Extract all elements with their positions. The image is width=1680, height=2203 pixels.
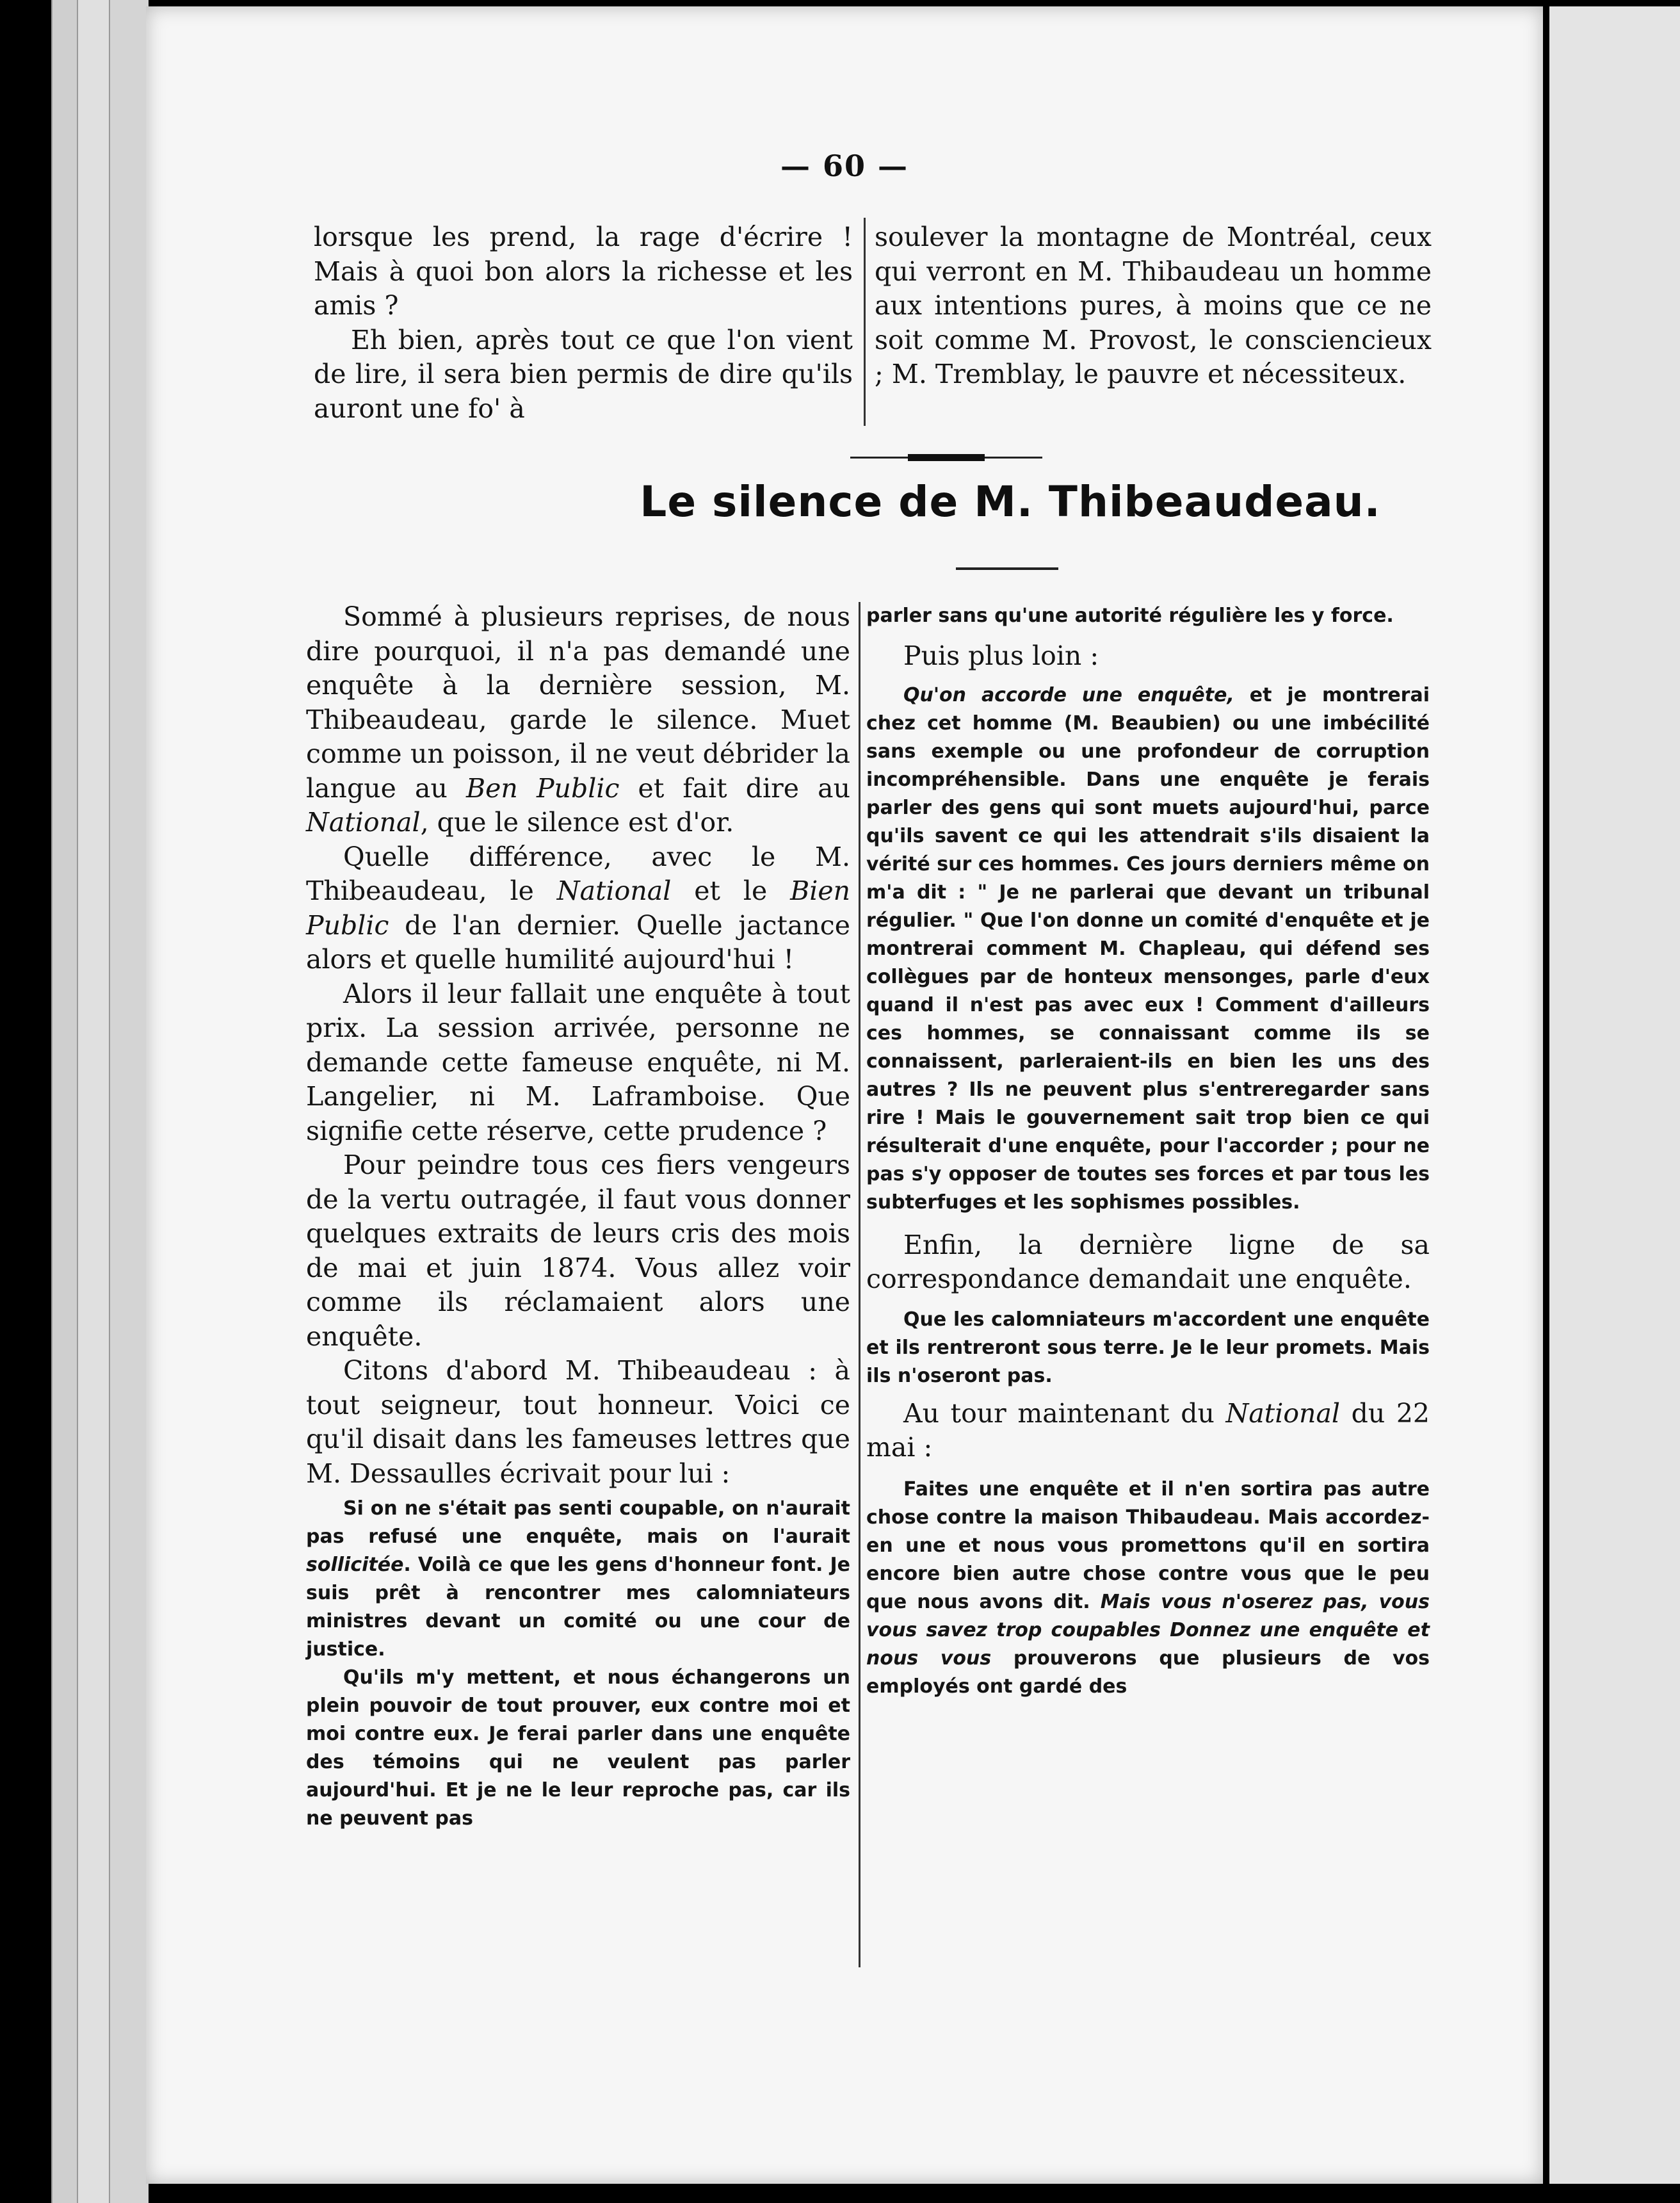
right-paragraph-1: Puis plus loin : <box>903 640 1099 671</box>
right-quote-2 <box>866 681 1430 1217</box>
right-paragraph-2: Enfin, la dernière ligne de sa correspondance demandait une enquête. <box>866 1229 1430 1294</box>
article-title: Le silence de M. Thibeaudeau. <box>640 477 1381 526</box>
left-quote-1: Si on ne s'était pas senti coupable, on n'aurait pas refusé une enquête, mais on l'aurait sollicitée. Voilà ce que les gens d'honneur font. Je suis prêt à rencontrer mes calomniateurs ministres devant un comité ou une cour de justice. <box>306 1497 850 1661</box>
left-paragraph-1: Sommé à plusieurs reprises, de nous dire pourquoi, il n'a pas demandé une enquête à la dernière session, M. Thibeaudeau, garde le silence. Muet comme un poisson, il ne veut débrider la langue au Ben Public et fait dire au National, que le silence est d'or. <box>306 601 851 838</box>
right-quote-4 <box>866 1475 1430 1701</box>
top-left-paragraph-1: lorsque les prend, la rage d'écrire ! Mais à quoi bon alors la richesse et les amis ? <box>314 222 853 321</box>
right-quote-4-b: prouverons que plusieurs de vos employés ont gardé des <box>866 1646 1430 1698</box>
book-page <box>146 6 1543 2184</box>
left-paragraph-5: Citons d'abord M. Thibeaudeau : à tout seigneur, tout honneur. Voici ce qu'il disait dans les fameuses lettres que M. Dessaulles écrivait pour lui : <box>306 1355 850 1489</box>
title-ornament-top <box>850 453 1042 463</box>
right-paragraph-3 <box>866 1397 1430 1465</box>
right-quote-4-em: Mais vous n'oserez pas, vous vous savez trop coupables Donnez une enquête et nous vous <box>866 1590 1430 1670</box>
top-left-paragraph-2: Eh bien, après tout ce que l'on vient de lire, il sera bien permis de dire qu'ils auront une fo' à <box>314 324 853 424</box>
facing-page-edge <box>1549 6 1680 2184</box>
left-column <box>306 600 850 1833</box>
top-right-paragraph: soulever la montagne de Montréal, ceux qui verront en M. Thibaudeau un homme aux intentions pures, à moins que ce ne soit comme M. Provost, le consciencieux ; M. Tremblay, le pauvre et nécessiteux. <box>875 222 1432 389</box>
title-ornament-bottom <box>956 567 1058 570</box>
right-quote-2-em: Qu'on accorde une enquête, <box>903 683 1234 706</box>
top-left-column <box>314 220 853 426</box>
page-number: — 60 — <box>780 149 909 183</box>
left-paragraph-2: Quelle différence, avec le M. Thibeaudeau, le National et le Bien Public de l'an dernier. Quelle jactance alors et quelle humilité aujourd'hui ! <box>306 841 851 975</box>
page-stack-edge <box>109 0 149 2203</box>
top-right-column <box>875 220 1432 392</box>
right-paragraph-3-em: National <box>1225 1397 1341 1429</box>
left-paragraph-3: Alors il leur fallait une enquête à tout prix. La session arrivée, personne ne demande cette fameuse enquête, ni M. Langelier, ni M. Laframboise. Que signifie cette réserve, cette prudence ? <box>306 978 850 1146</box>
right-quote-2-text: et je montrerai chez cet homme (M. Beaubien) ou une imbécilité sans exemple ou une profondeur de corruption incompréhensible. Dans une enquête je ferais parler des gens qui sont muets aujourd'hui, parce qu'ils savent ce qui les attendrait s'ils disaient la vérité sur ces hommes. Ces jours derniers même on m'a dit : " Je ne parlerai que devant un tribunal régulier. " Que l'on donne un comité d'enquête et je montrerai comment M. Chapleau, qui défend ses collègues par de honteux mensonges, parle d'eux quand il n'est pas avec eux ! Comment d'ailleurs ces hommes, se connaissant comme ils se connaissent, parleraient-ils en bien les uns des autres ? Ils ne peuvent plus s'entreregarder sans rire ! Mais le gouvernement sait trop bien ce qui résulterait d'une enquête, pour l'accorder ; pour ne pas s'y opposer de toutes ses forces et par tous les subterfuges et les sophismes possibles. <box>866 683 1430 1214</box>
left-quote-2: Qu'ils m'y mettent, et nous échangerons un plein pouvoir de tout prouver, eux contre moi et moi contre eux. Je ferai parler dans une enquête des témoins qui ne veulent pas parler aujourd'hui. Et je ne le leur reproche pas, car ils ne peuvent pas <box>306 1666 850 1830</box>
right-quote-3: Que les calomniateurs m'accordent une enquête et ils rentreront sous terre. Je le leur promets. Mais ils n'oseront pas. <box>866 1308 1430 1387</box>
top-column-divider <box>864 218 866 426</box>
right-quote-4-a: Faites une enquête et il n'en sortira pas autre chose contre la maison Thibaudeau. Mais accordez-en une et nous vous promettons qu'il en sortira encore bien autre chose contre vous que le peu que nous avons dit. <box>866 1477 1430 1613</box>
body-column-divider <box>859 602 860 1967</box>
right-column <box>866 602 1430 1701</box>
left-paragraph-4: Pour peindre tous ces fiers vengeurs de la vertu outragée, il faut vous donner quelques extraits de leurs cris des mois de mai et juin 1874. Vous allez voir comme ils réclamaient alors une enquête. <box>306 1150 850 1352</box>
right-quote-1: parler sans qu'une autorité régulière les y force. <box>866 605 1394 627</box>
right-paragraph-3-b: du 22 mai : <box>866 1397 1430 1463</box>
right-paragraph-3-a: Au tour maintenant du <box>903 1397 1226 1429</box>
